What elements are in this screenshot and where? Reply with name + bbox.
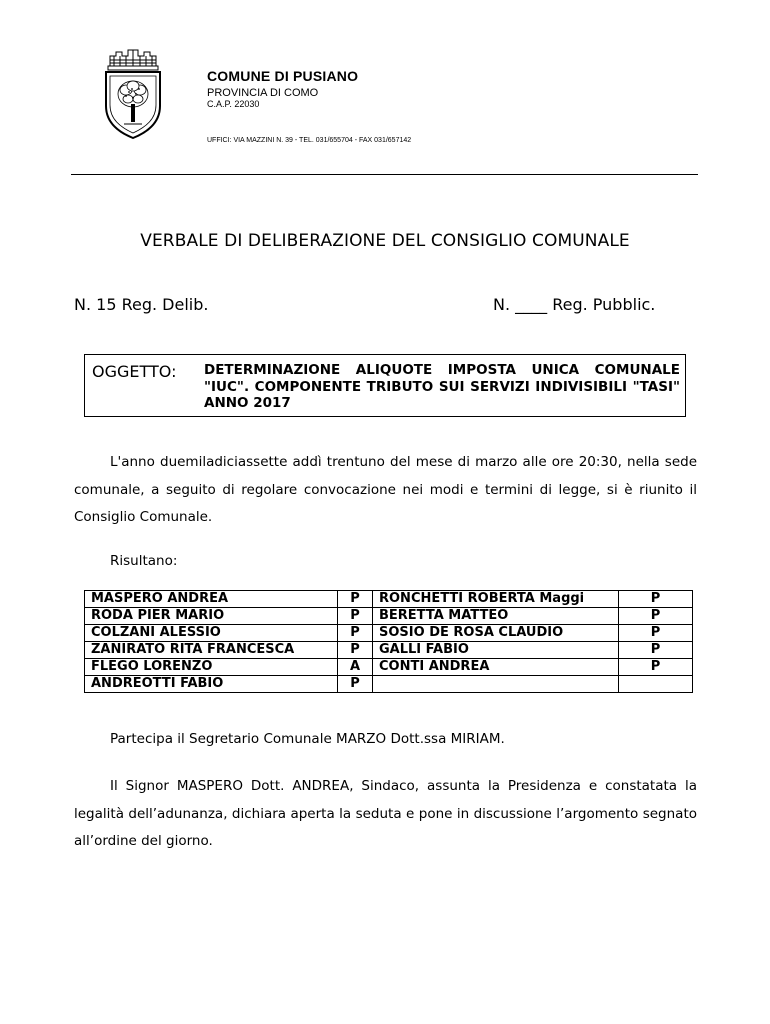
attendance-table (84, 590, 693, 693)
attendance-status: P (619, 659, 693, 676)
table-row (85, 676, 693, 693)
office-contacts: UFFICI: VIA MAZZINI N. 39 - TEL. 031/655704 - FAX 031/657142 (207, 137, 412, 144)
municipality-name: COMUNE DI PUSIANO (207, 68, 359, 84)
secretary-paragraph: Partecipa il Segretario Comunale MARZO Dott.ssa MIRIAM. (110, 731, 505, 747)
subject-text: DETERMINAZIONE ALIQUOTE IMPOSTA UNICA COMUNALE "IUC". COMPONENTE TRIBUTO SUI SERVIZI INDIVISIBILI "TASI" ANNO 2017 (204, 362, 680, 411)
attendance-status: P (338, 625, 373, 642)
table-row (85, 608, 693, 625)
table-row (85, 591, 693, 608)
attendance-status: P (619, 591, 693, 608)
table-row (85, 642, 693, 659)
header-divider (71, 174, 698, 175)
attendance-status: P (619, 625, 693, 642)
intro-paragraph: L'anno duemiladiciassette addì trentuno del mese di marzo alle ore 20:30, nella sede comunale, a seguito di regolare convocazione nei modi e termini di legge, si è riunito il Consiglio Comunale. (74, 454, 697, 525)
councillor-name: RONCHETTI ROBERTA Maggi (373, 591, 619, 608)
table-row (85, 625, 693, 642)
attendance-status: P (619, 642, 693, 659)
councillor-name: GALLI FABIO (373, 642, 619, 659)
councillor-name: CONTI ANDREA (373, 659, 619, 676)
table-row (85, 659, 693, 676)
presidency-paragraph: Il Signor MASPERO Dott. ANDREA, Sindaco, assunta la Presidenza e constatata la legalità dell’adunanza, dichiara aperta la seduta e pone in discussione l’argomento segnato all’ordine del giorno. (74, 778, 697, 849)
risultano-label: Risultano: (110, 553, 178, 569)
subject-label: OGGETTO: (92, 362, 177, 381)
attendance-status: A (338, 659, 373, 676)
municipal-crest-icon (102, 44, 164, 140)
councillor-name: SOSIO DE ROSA CLAUDIO (373, 625, 619, 642)
publication-number: N. ____ Reg. Pubblic. (493, 295, 656, 314)
councillor-name: MASPERO ANDREA (85, 591, 338, 608)
councillor-name (373, 676, 619, 693)
attendance-status: P (338, 608, 373, 625)
attendance-status: P (338, 591, 373, 608)
subject-box (84, 354, 686, 417)
attendance-status (619, 676, 693, 693)
province-name: PROVINCIA DI COMO (207, 87, 319, 99)
attendance-status: P (619, 608, 693, 625)
deliberation-number: N. 15 Reg. Delib. (74, 295, 209, 314)
councillor-name: COLZANI ALESSIO (85, 625, 338, 642)
councillor-name: BERETTA MATTEO (373, 608, 619, 625)
attendance-status: P (338, 676, 373, 693)
attendance-status: P (338, 642, 373, 659)
councillor-name: FLEGO LORENZO (85, 659, 338, 676)
councillor-name: ZANIRATO RITA FRANCESCA (85, 642, 338, 659)
document-title: VERBALE DI DELIBERAZIONE DEL CONSIGLIO COMUNALE (140, 231, 630, 251)
councillor-name: ANDREOTTI FABIO (85, 676, 338, 693)
postal-code: C.A.P. 22030 (207, 99, 260, 109)
councillor-name: RODA PIER MARIO (85, 608, 338, 625)
